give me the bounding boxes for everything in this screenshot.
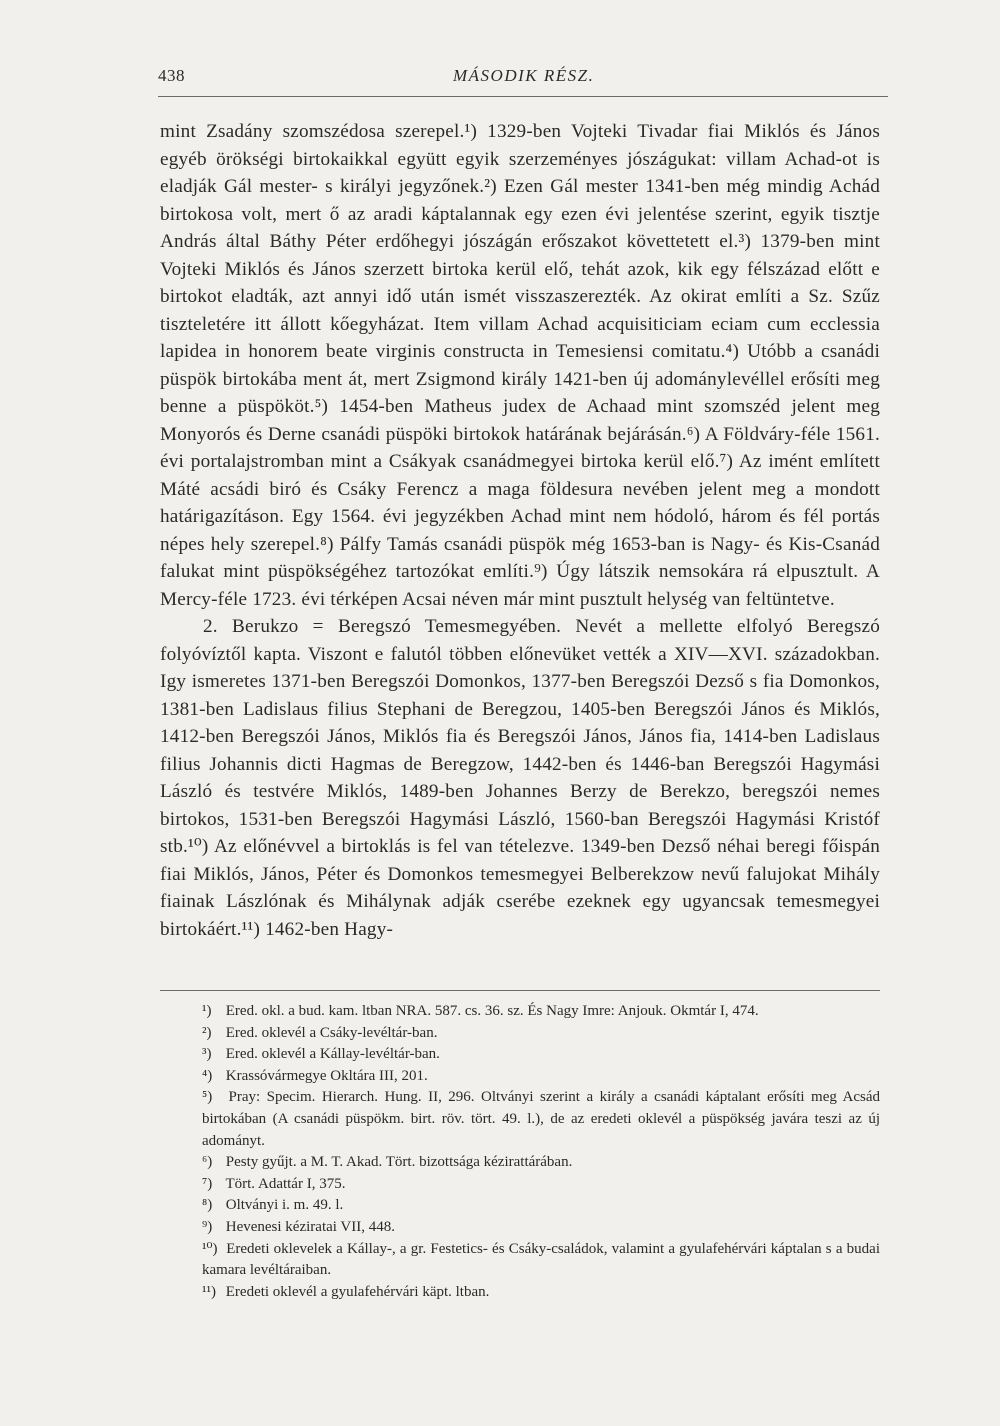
footnote-mark: ⁶) xyxy=(202,1154,213,1171)
footnote xyxy=(160,1282,880,1304)
footnote-text: Ered. okl. a bud. kam. ltban NRA. 587. cs. 36. sz. És Nagy Imre: Anjouk. Okmtár I, 474. xyxy=(225,1003,759,1019)
body-paragraph: mint Zsadány szomszédosa szerepel.¹) 1329-ben Vojteki Tivadar fiai Miklós és János egyéb örökségi birtokaikkal együtt egyik szerzeményes jószágukat: villam Achad-ot is eladják Gál mester- s királyi jegyzőnek.²) Ezen Gál mester 1341-ben még mindig Achád birtokosa volt, mert ő az aradi káptalannak egy ezen évi jelentése szerint, egyik tisztje András által Báthy Péter erdőhegyi jószágán erőszakot követtetett el.³) 1379-ben mint Vojteki Miklós és János szerzett birtoka kerül elő, tehát azok, kik egy félszázad előtt e birtokot eladták, azt annyi idő után ismét visszaszerezték. Az okirat említi a Sz. Szűz tiszteletére itt állott kőegyházat. Item villam Achad acquisiticiam eciam cum ecclessia lapidea in honorem beate virginis constructa in Temesiensi comitatu.⁴) Utóbb a csanádi püspök birtokába ment át, mert Zsigmond király 1421-ben új adománylevéllel erősíti meg benne a püspököt.⁵) 1454-ben Matheus judex de Achaad mint szomszéd jelent meg Monyorós és Derne csanádi püspöki birtokok határának bejárásán.⁶) A Földváry-féle 1561. évi portalajstromban mint a Csákyak csanádmegyei birtoka kerül elő.⁷) Az imént említett Máté acsádi biró és Csáky Ferencz a maga földesura nevében jelent meg a mondott határigazításon. Egy 1564. évi jegyzékben Achad mint nem hódoló, három és fél portás népes hely szerepel.⁸) Pálfy Tamás csanádi püspök még 1653-ban is Nagy- és Kis-Csanád falukat mint püspökségéhez tartozókat említi.⁹) Úgy látszik nemsokára rá elpusztult. A Mercy-féle 1723. évi térképen Acsai néven már mint pusztult helység van feltüntetve. xyxy=(160,121,880,610)
footnote-mark: ⁴) xyxy=(202,1067,213,1084)
footnote-mark: ¹¹) xyxy=(202,1283,216,1300)
footnote xyxy=(160,1152,880,1174)
footnote xyxy=(160,1001,880,1023)
footnote-text: Tört. Adattár I, 375. xyxy=(225,1175,346,1192)
page-number: 438 xyxy=(158,66,185,85)
footnote-text: Krassóvármegye Okltára III, 201. xyxy=(225,1067,428,1084)
running-head: MÁSODIK RÉSZ. xyxy=(453,66,595,85)
footnote xyxy=(160,1239,880,1282)
footnote-mark: ¹⁰) xyxy=(202,1240,218,1257)
body-text xyxy=(160,118,880,943)
body-paragraph: 2. Berukzo = Beregszó Temesmegyében. Nevét a mellette elfolyó Beregszó folyóvíztől kapta. Viszont e falutól többen előnevüket vették a XIV—XVI. századokban. Igy ismeretes 1371-ben Beregszói Domonkos, 1377-ben Beregszói Dezső s fia Domonkos, 1381-ben Ladislaus filius Stephani de Beregzou, 1405-ben Beregszói János és Miklós, 1412-ben Beregszói János, Miklós fia és Beregszói János, János fia, 1414-ben Ladislaus filius Johannis dicti Hagmas de Beregzow, 1442-ben és 1446-ban Beregszói Hagymási László és testvére Miklós, 1489-ben Johannes Berzy de Berekzo, beregszói nemes birtokos, 1531-ben Beregszói Hagymási László, 1560-ban Beregszói Hagymási Kristóf stb.¹⁰) Az előnévvel a birtoklás is fel van tételezve. 1349-ben Dezső néhai beregi főispán fiai Miklós, János, Péter és Domonkos temesmegyei Belberekzow nevű falujokat Mihály fiainak Lászlónak és Mihálynak adják cserébe ezeknek egy ugyancsak temesmegyei birtokáért.¹¹) 1462-ben Hagy- xyxy=(160,616,880,940)
page-header xyxy=(158,66,888,96)
footnote xyxy=(160,1066,880,1088)
footnote-mark: ¹) xyxy=(202,1003,212,1019)
header-rule xyxy=(158,96,888,97)
footnote-mark: ³) xyxy=(202,1046,212,1063)
footnote-text: Ered. oklevél a Csáky-levéltár-ban. xyxy=(225,1024,438,1041)
footnote-text: Ered. oklevél a Kállay-levéltár-ban. xyxy=(225,1046,440,1063)
footnote-mark: ²) xyxy=(202,1024,212,1041)
footnote-rule xyxy=(160,990,880,991)
footnote-text: Eredeti oklevelek a Kállay-, a gr. Festetics- és Csáky-családok, valamint a gyulafehérvári káptalan s a budai kamara levéltáraiban. xyxy=(202,1240,880,1279)
footnote-text: Eredeti oklevél a gyulafehérvári käpt. ltban. xyxy=(225,1283,490,1300)
footnote-text: Oltványi i. m. 49. l. xyxy=(225,1197,344,1214)
footnote-text: Hevenesi kéziratai VII, 448. xyxy=(225,1218,395,1235)
footnote-mark: ⁹) xyxy=(202,1218,213,1235)
footnote-text: Pray: Specim. Hierarch. Hung. II, 296. Oltványi szerint a király a csanádi káptalant erősíti meg Acsád birtokában (A csanádi püspökm. birt. röv. tört. 49. l.), de az eredeti oklevél a püspökség javára teszi az új adományt. xyxy=(202,1089,881,1149)
footnote xyxy=(160,1195,880,1217)
footnote xyxy=(160,1044,880,1066)
footnote xyxy=(160,1174,880,1196)
footnote-mark: ⁸) xyxy=(202,1197,213,1214)
footnotes xyxy=(160,1001,880,1303)
footnote xyxy=(160,1087,880,1152)
footnote xyxy=(160,1023,880,1045)
footnote-text: Pesty gyűjt. a M. T. Akad. Tört. bizottsága kézirattárában. xyxy=(225,1154,573,1171)
footnote-mark: ⁷) xyxy=(202,1175,213,1192)
footnote xyxy=(160,1217,880,1239)
footnote-mark: ⁵) xyxy=(202,1089,213,1106)
